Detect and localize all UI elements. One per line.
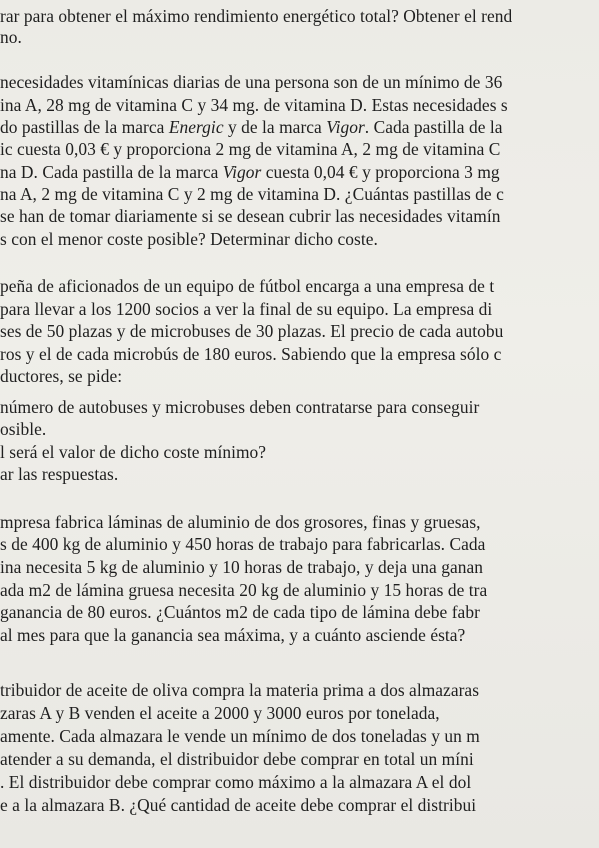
- text-line: peña de aficionados de un equipo de fútbol encarga a una empresa de t: [0, 276, 495, 296]
- brand-name: Vigor: [222, 162, 262, 182]
- text-line: mpresa fabrica láminas de aluminio de dos grosores, finas y gruesas,: [0, 512, 481, 532]
- text-line: . El distribuidor debe comprar como máximo a la almazara A el dol: [0, 772, 472, 792]
- text-line: ductores, se pide:: [0, 366, 123, 386]
- text-line: s con el menor coste posible? Determinar dicho coste.: [0, 229, 378, 249]
- text-line: e a la almazara B. ¿Qué cantidad de aceite debe comprar el distribui: [0, 795, 477, 815]
- text-line: s de 400 kg de aluminio y 450 horas de trabajo para fabricarlas. Cada: [0, 534, 486, 554]
- text-line: ros y el de cada microbús de 180 euros. Sabiendo que la empresa sólo c: [0, 344, 502, 364]
- text-line: osible.: [0, 419, 47, 439]
- text-line: ic cuesta 0,03 € y proporciona 2 mg de vitamina A, 2 mg de vitamina C: [0, 139, 501, 159]
- text-line: ina A, 28 mg de vitamina C y 34 mg. de vitamina D. Estas necesidades s: [0, 95, 508, 115]
- text-line: atender a su demanda, el distribuidor debe comprar en total un míni: [0, 749, 474, 769]
- text-line: amente. Cada almazara le vende un mínimo de dos toneladas y un m: [0, 726, 480, 746]
- text-line: no.: [0, 27, 22, 47]
- brand-name: Vigor: [326, 117, 365, 137]
- brand-name: Energic: [168, 117, 224, 137]
- text-line: se han de tomar diariamente si se desean cubrir las necesidades vitamín: [0, 206, 501, 226]
- text-line: ar las respuestas.: [0, 464, 119, 484]
- text-line: necesidades vitamínicas diarias de una persona son de un mínimo de 36: [0, 72, 503, 92]
- text-line: na D. Cada pastilla de la marca Vigor cuesta 0,04 € y proporciona 3 mg: [0, 162, 500, 182]
- text-line: al mes para que la ganancia sea máxima, y a cuánto asciende ésta?: [0, 625, 466, 645]
- text-line: ses de 50 plazas y de microbuses de 30 plazas. El precio de cada autobu: [0, 321, 504, 341]
- text-line: ada m2 de lámina gruesa necesita 20 kg de aluminio y 15 horas de tra: [0, 580, 488, 600]
- text-line: l será el valor de dicho coste mínimo?: [0, 442, 267, 462]
- text-line: zaras A y B venden el aceite a 2000 y 3000 euros por tonelada,: [0, 703, 440, 723]
- text-line: na A, 2 mg de vitamina C y 2 mg de vitamina D. ¿Cuántas pastillas de c: [0, 184, 504, 204]
- text-line: ganancia de 80 euros. ¿Cuántos m2 de cada tipo de lámina debe fabr: [0, 602, 480, 622]
- text-line: para llevar a los 1200 socios a ver la final de su equipo. La empresa di: [0, 299, 493, 319]
- text-line: tribuidor de aceite de oliva compra la materia prima a dos almazaras: [0, 680, 480, 700]
- text-line: do pastillas de la marca Energic y de la marca Vigor. Cada pastilla de la: [0, 117, 503, 137]
- text-line: rar para obtener el máximo rendimiento energético total? Obtener el rend: [0, 6, 513, 26]
- text-line: ina necesita 5 kg de aluminio y 10 horas de trabajo, y deja una ganan: [0, 557, 483, 577]
- text-line: número de autobuses y microbuses deben contratarse para conseguir: [0, 397, 480, 417]
